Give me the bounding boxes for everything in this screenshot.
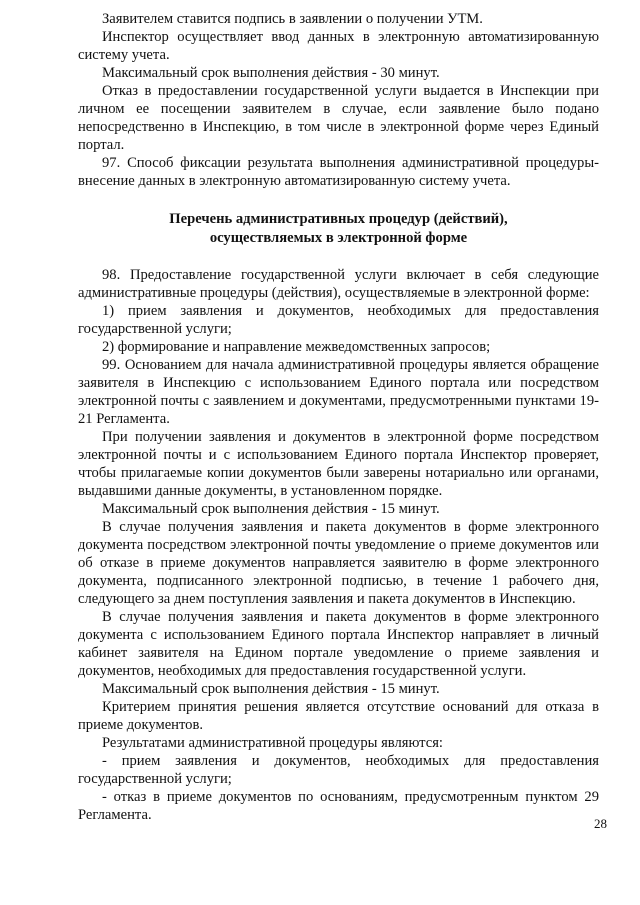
paragraph: В случае получения заявления и пакета документов в форме электронного документа посредством электронной почты уведомление о приеме документов или об отказе в приеме документов направляется заявителю в форме электронного документа, подписанного электронной подписью, в течение 1 рабочего дня, следующего за днем поступления заявления и пакета документов в Инспекцию. <box>78 519 599 607</box>
paragraph: Максимальный срок выполнения действия - 15 минут. <box>102 501 440 517</box>
paragraph: - отказ в приеме документов по основаниям, предусмотренным пунктом 29 Регламента. <box>78 789 599 823</box>
paragraph: Критерием принятия решения является отсутствие оснований для отказа в приеме документов. <box>78 699 599 733</box>
paragraph: 99. Основанием для начала административной процедуры является обращение заявителя в Инспекцию с использованием Единого портала или посредством электронной почты с заявлением и документами, предусмотренными пунктами 19-21 Регламента. <box>78 357 599 427</box>
paragraph: - прием заявления и документов, необходимых для предоставления государственной услуги; <box>78 753 599 787</box>
section-heading-line: Перечень административных процедур (действий), <box>169 211 508 227</box>
paragraph: В случае получения заявления и пакета документов в форме электронного документа с использованием Единого портала Инспектор направляет в личный кабинет заявителя на Едином портале уведомление о приеме заявления и документов, необходимых для предоставления государственной услуги. <box>78 609 599 679</box>
paragraph: При получении заявления и документов в электронной форме посредством электронной почты и с использованием Единого портала Инспектор проверяет, чтобы прилагаемые копии документов были заверены нотариально или органами, выдавшими данные документы, в установленном порядке. <box>78 429 599 499</box>
document-body <box>78 10 599 824</box>
section-heading <box>78 210 599 248</box>
page-number: 28 <box>594 816 607 831</box>
paragraph: Заявителем ставится подпись в заявлении о получении УТМ. <box>102 11 483 27</box>
paragraph: 98. Предоставление государственной услуги включает в себя следующие административные процедуры (действия), осуществляемые в электронной форме: <box>78 267 599 301</box>
paragraph: Отказ в предоставлении государственной услуги выдается в Инспекции при личном ее посещении заявителем в случае, если заявление было подано непосредственно в Инспекцию, в том числе в электронной форме через Единый портал. <box>78 83 599 153</box>
paragraph: 1) прием заявления и документов, необходимых для предоставления государственной услуги; <box>78 303 599 337</box>
paragraph: Результатами административной процедуры являются: <box>102 735 443 751</box>
paragraph: 97. Способ фиксации результата выполнения административной процедуры- внесение данных в электронную автоматизированную систему учета. <box>78 155 599 189</box>
paragraph: Максимальный срок выполнения действия - 15 минут. <box>102 681 440 697</box>
paragraph: Инспектор осуществляет ввод данных в электронную автоматизированную систему учета. <box>78 29 599 63</box>
section-heading-line: осуществляемых в электронной форме <box>209 230 468 246</box>
paragraph: Максимальный срок выполнения действия - 30 минут. <box>102 65 440 81</box>
paragraph: 2) формирование и направление межведомственных запросов; <box>102 339 491 355</box>
